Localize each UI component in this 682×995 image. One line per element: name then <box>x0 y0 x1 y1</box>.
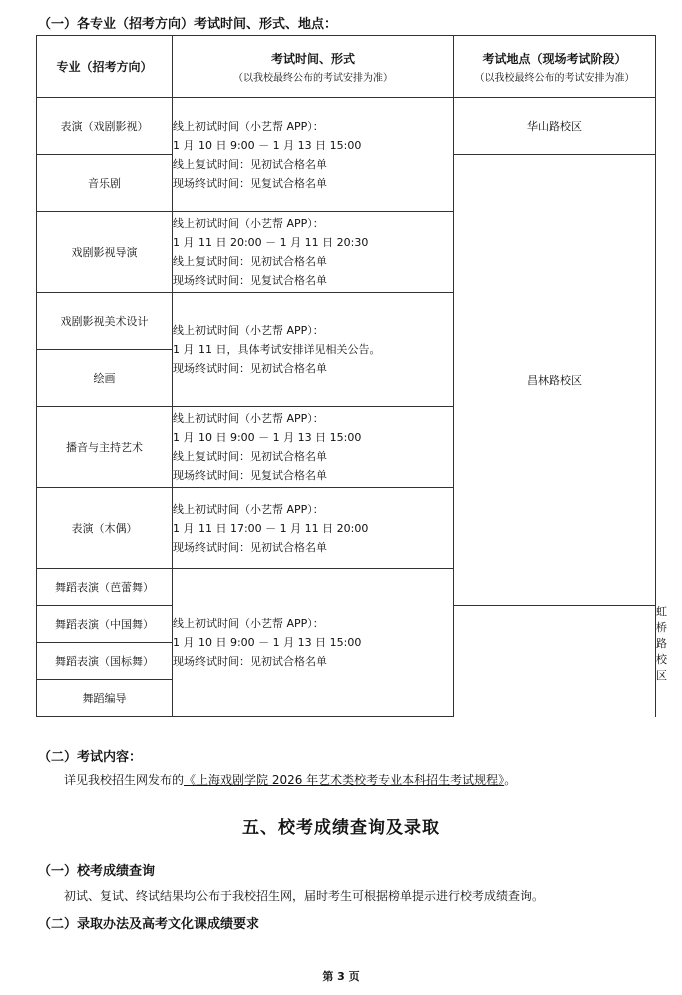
header-time-title: 考试时间、形式 <box>270 51 355 66</box>
time-line: 现场终试时间：见复试合格名单 <box>173 469 327 482</box>
time-line: 线上初试时间（小艺帮 APP）： <box>173 217 324 230</box>
time-cell <box>173 407 454 488</box>
table-row: 舞蹈表演（芭蕾舞） 线上初试时间（小艺帮 APP）： 1 月 10 日 9:00 － 1 月 13 日 15:00 现场终试时间：见初试合格名单 虹桥路校区 <box>37 569 656 606</box>
time-line: 线上初试时间（小艺帮 APP）： <box>173 617 324 630</box>
exam-rules-link[interactable]: 《上海戏剧学院 2026 年艺术类校考专业本科招生考试规程》 <box>184 773 505 787</box>
time-line: 1 月 11 日 17:00 － 1 月 11 日 20:00 <box>173 521 369 535</box>
time-line: 线上初试时间（小艺帮 APP）： <box>173 324 324 337</box>
header-time-note: （以我校最终公布的考试安排为准） <box>233 72 393 84</box>
major-cell: 播音与主持艺术 <box>37 407 173 488</box>
time-cell <box>173 98 454 212</box>
section-heading-exam-content: （二）考试内容： <box>38 750 143 765</box>
exam-content-suffix: 。 <box>504 773 517 787</box>
exam-content-prefix: 详见我校招生网发布的 <box>64 773 185 787</box>
major-cell: 戏剧影视美术设计 <box>37 293 173 350</box>
time-line: 1 月 11 日 20:00 － 1 月 11 日 20:30 <box>173 236 369 249</box>
header-location-note: （以我校最终公布的考试安排为准） <box>474 72 635 84</box>
time-line: 线上初试时间（小艺帮 APP）： <box>173 502 324 516</box>
time-cell <box>173 212 454 293</box>
major-cell: 绘画 <box>37 350 173 407</box>
location-cell: 华山路校区 <box>454 98 656 155</box>
major-cell: 表演（戏剧影视） <box>37 98 173 155</box>
major-cell: 戏剧影视导演 <box>37 212 173 293</box>
page-number: 第 3 页 <box>322 970 360 983</box>
major-cell: 表演（木偶） <box>37 488 173 569</box>
time-line: 现场终试时间：见初试合格名单 <box>173 540 327 554</box>
major-cell: 舞蹈表演（芭蕾舞） <box>37 569 173 606</box>
time-line: 线上复试时间：见初试合格名单 <box>173 450 327 463</box>
time-cell <box>173 569 454 717</box>
header-location-title: 考试地点（现场考试阶段） <box>482 51 627 66</box>
time-cell <box>173 293 454 407</box>
time-cell <box>173 488 454 569</box>
time-line: 现场终试时间：见复试合格名单 <box>173 274 327 287</box>
exam-schedule-table <box>36 35 667 717</box>
time-line: 现场终试时间：见复试合格名单 <box>173 176 327 190</box>
time-line: 线上复试时间：见初试合格名单 <box>173 157 327 171</box>
major-cell: 音乐剧 <box>37 155 173 212</box>
major-cell: 舞蹈编导 <box>37 680 173 717</box>
time-line: 现场终试时间：见初试合格名单 <box>173 655 327 668</box>
time-line: 线上初试时间（小艺帮 APP）： <box>173 119 324 133</box>
table-row <box>37 98 656 155</box>
time-line: 1 月 10 日 9:00 － 1 月 13 日 15:00 <box>173 431 362 444</box>
major-cell: 舞蹈表演（国标舞） <box>37 643 173 680</box>
time-line: 1 月 10 日 9:00 － 1 月 13 日 15:00 <box>173 636 362 649</box>
sub-heading-score-query: （一）校考成绩查询 <box>38 864 156 879</box>
time-line: 1 月 10 日 9:00 － 1 月 13 日 15:00 <box>173 138 362 152</box>
header-time <box>173 36 454 98</box>
time-line: 1 月 11 日，具体考试安排详见相关公告。 <box>173 343 381 356</box>
location-cell: 昌林路校区 <box>454 155 656 606</box>
section-heading-exam-schedule: （一）各专业（招考方向）考试时间、形式、地点： <box>38 17 338 32</box>
time-line: 线上复试时间：见初试合格名单 <box>173 255 327 268</box>
time-line: 线上初试时间（小艺帮 APP）： <box>173 412 324 425</box>
score-query-paragraph: 初试、复试、终试结果均公布于我校招生网，届时考生可根据榜单提示进行校考成绩查询。 <box>64 889 545 903</box>
table-header-row <box>37 36 656 98</box>
time-line: 现场终试时间：见初试合格名单 <box>173 362 327 375</box>
chapter-heading: 五、校考成绩查询及录取 <box>242 818 440 838</box>
exam-content-paragraph <box>64 771 516 788</box>
sub-heading-admission: （二）录取办法及高考文化课成绩要求 <box>38 917 260 932</box>
header-location <box>454 36 656 98</box>
major-cell: 舞蹈表演（中国舞） <box>37 606 173 643</box>
header-major: 专业（招考方向） <box>37 36 173 98</box>
